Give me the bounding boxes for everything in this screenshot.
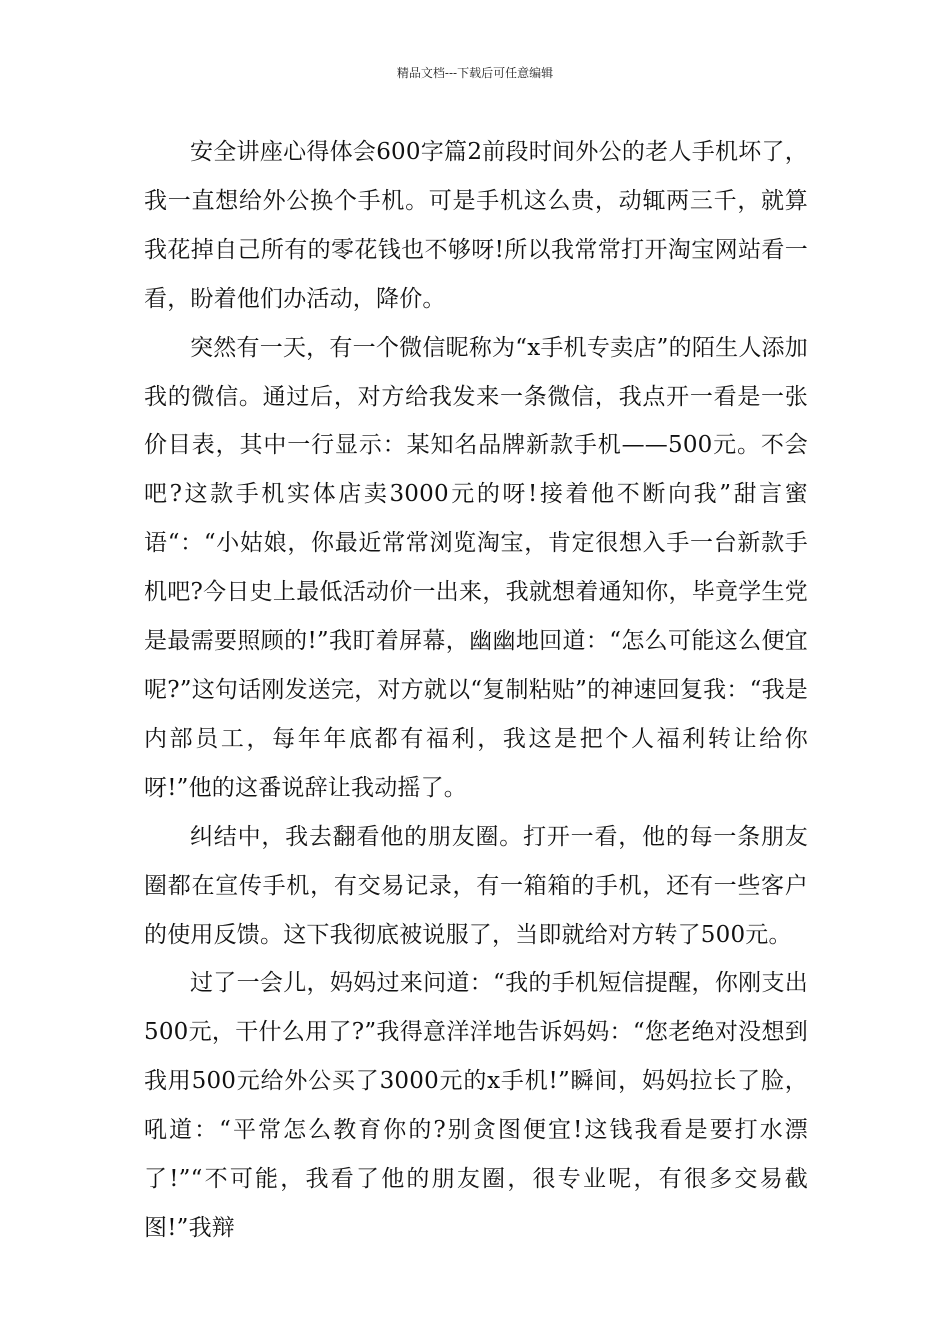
paragraph-4: 过了一会儿，妈妈过来问道：“我的手机短信提醒，你刚支出500元，干什么用了?”我得意洋洋地告诉妈妈：“您老绝对没想到我用500元给外公买了3000元的x手机!”瞬间，妈妈拉长了脸，吼道：“平常怎么教育你的?别贪图便宜!这钱我看是要打水漂了!”“不可能，我看了他的朋友圈，很专业呢，有很多交易截图!”我辩 — [144, 970, 808, 1241]
paragraph-1: 安全讲座心得体会600字篇2前段时间外公的老人手机坏了，我一直想给外公换个手机。可是手机这么贵，动辄两三千，就算我花掉自己所有的零花钱也不够呀!所以我常常打开淘宝网站看一看，盼着他们办活动，降价。 — [144, 139, 808, 312]
page-header: 精品文档---下载后可任意编辑 — [396, 66, 554, 80]
paragraph-2: 突然有一天，有一个微信昵称为“x手机专卖店”的陌生人添加我的微信。通过后，对方给我发来一条微信，我点开一看是一张价目表，其中一行显示：某知名品牌新款手机——500元。不会吧?这款手机实体店卖3000元的呀!接着他不断向我”甜言蜜语“：“小姑娘，你最近常常浏览淘宝，肯定很想入手一台新款手机吧?今日史上最低活动价一出来，我就想着通知你，毕竟学生党是最需要照顾的!”我盯着屏幕，幽幽地回道：“怎么可能这么便宜呢?”这句话刚发送完，对方就以“复制粘贴”的神速回复我：“我是内部员工，每年年底都有福利，我这是把个人福利转让给你呀!”他的这番说辞让我动摇了。 — [144, 334, 808, 801]
paragraph-3: 纠结中，我去翻看他的朋友圈。打开一看，他的每一条朋友圈都在宣传手机，有交易记录，有一箱箱的手机，还有一些客户的使用反馈。这下我彻底被说服了，当即就给对方转了500元。 — [144, 823, 808, 948]
document-body — [144, 128, 808, 1253]
